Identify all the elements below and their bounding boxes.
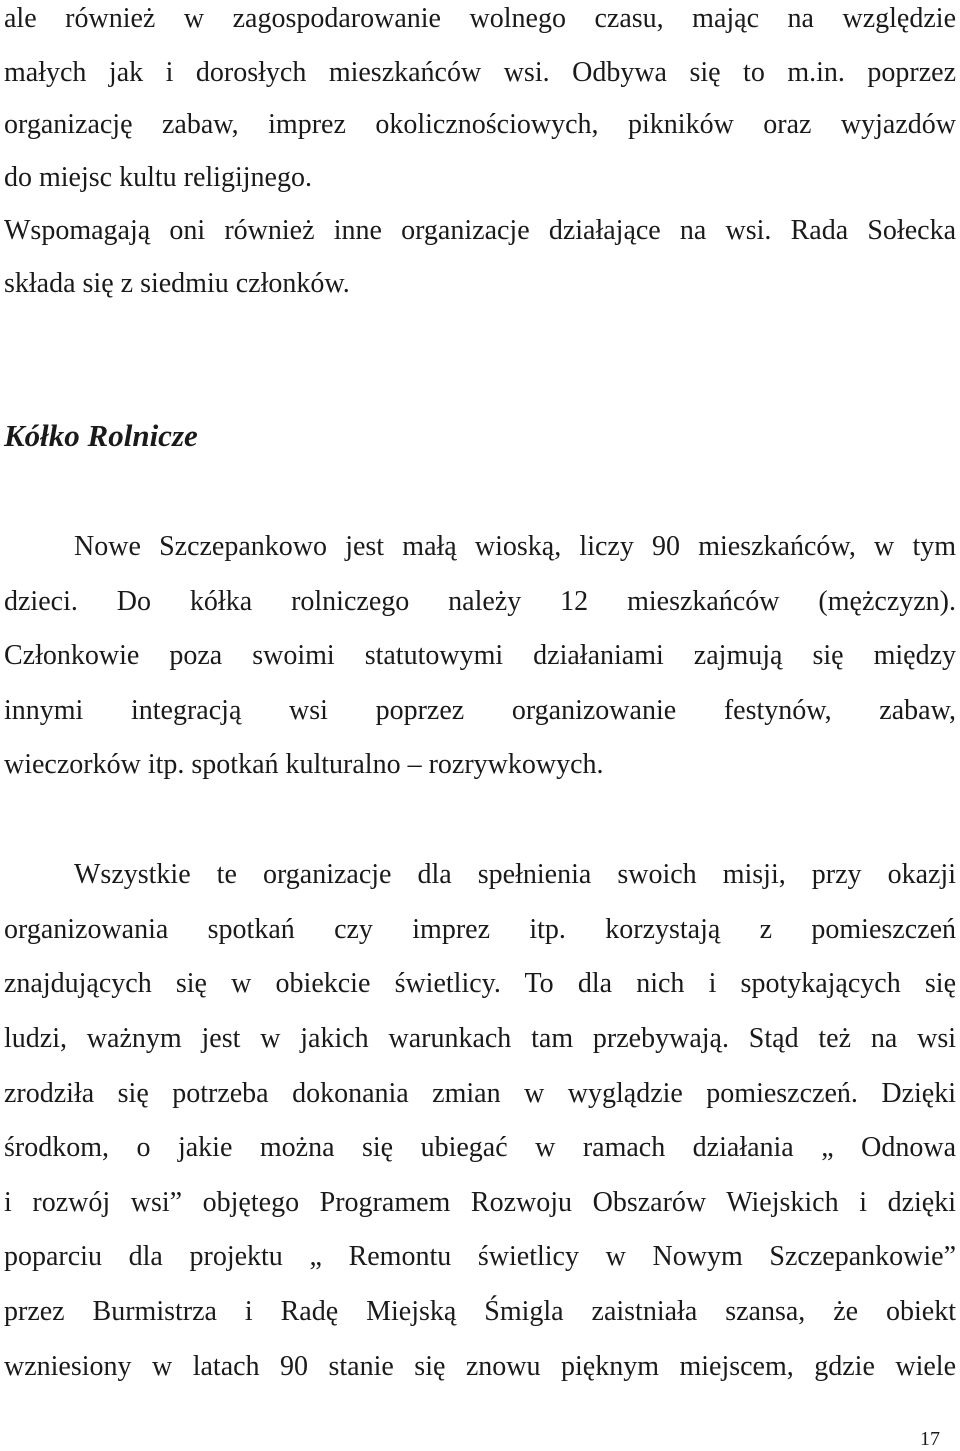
text-line: do miejsc kultu religijnego. [4, 162, 312, 193]
text-line: ale również w zagospodarowanie wolnego czasu, mając na względzie [4, 3, 956, 34]
text-line: znajdujących się w obiekcie świetlicy. To dla nich i spotykających się [4, 968, 956, 999]
text-line: małych jak i dorosłych mieszkańców wsi. Odbywa się to m.in. poprzez [4, 57, 956, 88]
text-line: poparciu dla projektu „ Remontu świetlicy w Nowym Szczepankowie” [4, 1241, 956, 1272]
text-line: Nowe Szczepankowo jest małą wioską, liczy 90 mieszkańców, w tym [74, 531, 956, 562]
text-line: organizację zabaw, imprez okolicznościowych, pikników oraz wyjazdów [4, 109, 956, 140]
text-line: środkom, o jakie można się ubiegać w ramach działania „ Odnowa [4, 1132, 956, 1163]
text-line: składa się z siedmiu członków. [4, 268, 350, 299]
text-line: innymi integracją wsi poprzez organizowanie festynów, zabaw, [4, 695, 956, 726]
text-line: wieczorków itp. spotkań kulturalno – rozrywkowych. [4, 749, 604, 780]
text-line: Wspomagają oni również inne organizacje działające na wsi. Rada Sołecka [4, 215, 956, 246]
section-heading: Kółko Rolnicze [4, 418, 198, 453]
text-line: wzniesiony w latach 90 stanie się znowu pięknym miejscem, gdzie wiele [4, 1351, 956, 1382]
page-number: 17 [920, 1428, 940, 1450]
text-line: i rozwój wsi” objętego Programem Rozwoju Obszarów Wiejskich i dzięki [4, 1187, 956, 1218]
text-line: Wszystkie te organizacje dla spełnienia swoich misji, przy okazji [74, 859, 956, 890]
text-line: organizowania spotkań czy imprez itp. korzystają z pomieszczeń [4, 914, 956, 945]
text-line: dzieci. Do kółka rolniczego należy 12 mieszkańców (mężczyzn). [4, 586, 956, 617]
text-line: zrodziła się potrzeba dokonania zmian w wyglądzie pomieszczeń. Dzięki [4, 1078, 956, 1109]
text-line: przez Burmistrza i Radę Miejską Śmigla zaistniała szansa, że obiekt [4, 1296, 956, 1327]
text-line: ludzi, ważnym jest w jakich warunkach tam przebywają. Stąd też na wsi [4, 1023, 956, 1054]
text-line: Członkowie poza swoimi statutowymi działaniami zajmują się między [4, 640, 956, 671]
